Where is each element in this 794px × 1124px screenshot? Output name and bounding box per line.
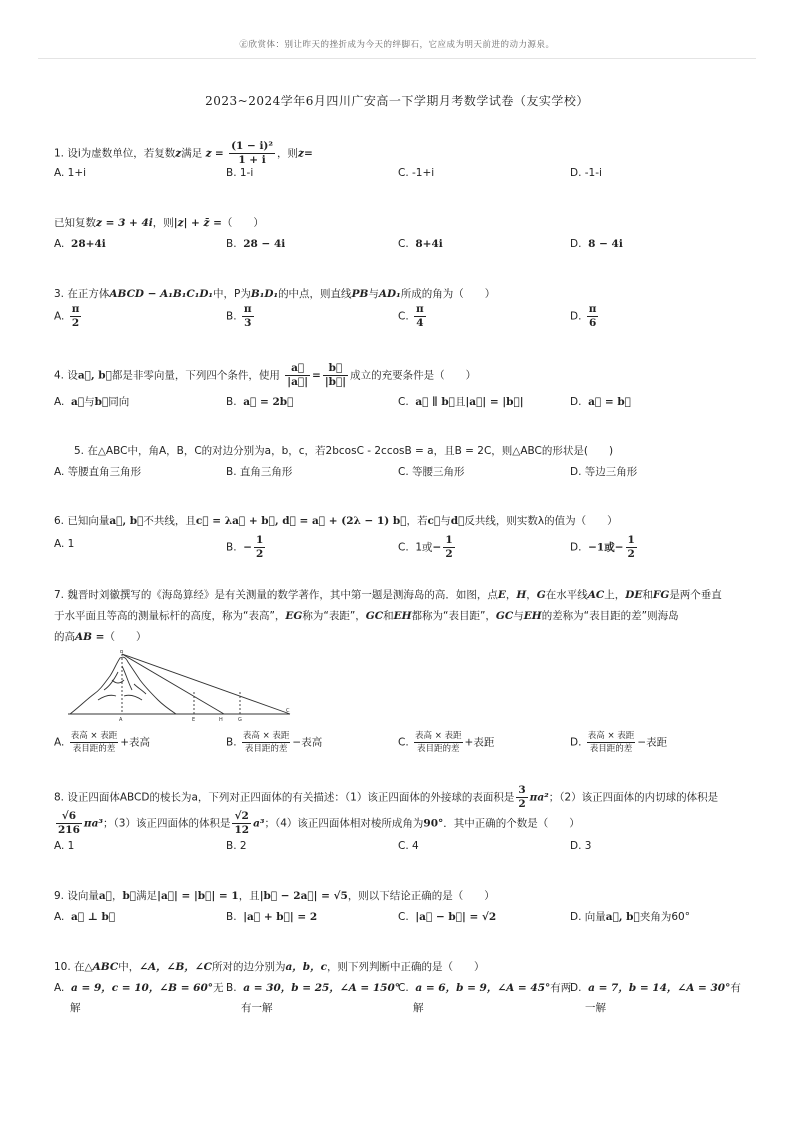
- q2-option-d[interactable]: D. 8 − 4i: [570, 238, 623, 250]
- q5-option-b[interactable]: B. 直角三角形: [226, 466, 293, 478]
- q4-option-c[interactable]: C. a⃗ ∥ b⃗且|a⃗| = |b⃗|: [398, 396, 524, 408]
- fraction: $\frac{3}{2}$: [518, 784, 526, 810]
- fraction: 表高 × 表距 表目距的差: [587, 731, 635, 754]
- label-c: C: [286, 708, 290, 714]
- fraction: $\frac{1}{2}$: [445, 534, 453, 560]
- question-9-stem: 9. 设向量a⃗，b⃗满足|a⃗| = |b⃗| = 1，且|b⃗ − 2a⃗| = √5，则以下结论正确的是（ ）: [54, 890, 495, 902]
- q8-option-c[interactable]: C. 4: [398, 840, 419, 852]
- island-outline: [70, 657, 176, 714]
- q1-option-d[interactable]: D. -1-i: [570, 167, 602, 179]
- q1-option-a[interactable]: A. 1+i: [54, 167, 87, 179]
- q7-option-c[interactable]: C. 表高 × 表距 表目距的差 +表距: [398, 731, 495, 754]
- q9-option-b[interactable]: B. |a⃗ + b⃗| = 2: [226, 911, 318, 923]
- fraction: $\frac{\pi}{4}$: [416, 303, 424, 329]
- question-8-stem-line-2: $\frac{√6}{216}$ πa³；（3）该正四面体的体积是 $\frac{√2}{12}$ a³；（4）该正四面体相对棱所成角为90°．其中正确的个数是（ ）: [58, 810, 580, 836]
- q3-option-b[interactable]: B. $\frac{\pi}{3}$: [226, 303, 252, 329]
- label-g: G: [238, 717, 242, 722]
- q10-option-c-cont: 解: [413, 1002, 424, 1014]
- q3-option-c[interactable]: C. $\frac{\pi}{4}$: [398, 303, 424, 329]
- fraction: $\frac{1}{2}$: [627, 534, 635, 560]
- sight-line-far: [122, 654, 290, 714]
- q8-option-d[interactable]: D. 3: [570, 840, 592, 852]
- q10-option-d-cont: 一解: [585, 1002, 606, 1014]
- q3-option-a[interactable]: A. $\frac{\pi}{2}$: [54, 303, 80, 329]
- fraction: $\frac{\pi}{3}$: [243, 303, 252, 329]
- q5-option-a[interactable]: A. 等腰直角三角形: [54, 466, 142, 478]
- q9-option-c[interactable]: C. |a⃗ − b⃗| = √2: [398, 911, 497, 923]
- fraction: 表高 × 表距 表目距的差: [70, 731, 118, 754]
- fraction: $\frac{1}{2}$: [256, 534, 264, 560]
- label-h: H: [219, 717, 223, 722]
- q8-option-b[interactable]: B. 2: [226, 840, 247, 852]
- q10-option-a-cont: 解: [70, 1002, 81, 1014]
- question-6-stem: 6. 已知向量a⃗, b⃗不共线，且c⃗ = λa⃗ + b⃗, d⃗ = a⃗ + (2λ − 1) b⃗，若c⃗与d⃗反共线，则实数λ的值为（ ）: [54, 515, 618, 527]
- q7-option-a[interactable]: A. 表高 × 表距 表目距的差 +表高: [54, 731, 151, 754]
- q2-option-b[interactable]: B. 28 − 4i: [226, 238, 286, 250]
- q4-option-a[interactable]: A. a⃗与b⃗同向: [54, 396, 130, 408]
- question-7-stem-line-2: 于水平面且等高的测量标杆的高度，称为“表高”，EG称为“表距”，GC和EH都称为“表目距”，GC与EH的差称为“表目距的差”则海岛: [54, 610, 679, 622]
- sight-line-near: [122, 654, 224, 714]
- q2-option-c[interactable]: C. 8+4i: [398, 238, 443, 250]
- question-5-stem: 5. 在△ABC中，角A，B，C的对边分别为a，b，c，若2bcosC - 2ccosB = a，且B = 2C，则△ABC的形状是( ): [74, 445, 614, 457]
- question-1-stem: 1. 设i为虚数单位，若复数z满足 z = $\frac{\text{(1 − i)²}}{1 + i}$ ，则z=: [54, 140, 313, 166]
- fraction: $\frac{√2}{12}$: [234, 810, 250, 836]
- q3-option-d[interactable]: D. $\frac{\pi}{6}$: [570, 303, 597, 329]
- question-4-stem: 4. 设a⃗, b⃗都是非零向量，下列四个条件，使用 $\frac{a⃗}{|a⃗|}$ = $\frac{b⃗}{|b⃗|}$ 成立的充要条件是（ ）: [54, 362, 477, 388]
- fraction: $\frac{\pi}{2}$: [71, 303, 80, 329]
- q1-option-c[interactable]: C. -1+i: [398, 167, 435, 179]
- question-10-stem: 10. 在△ABC中，∠A，∠B，∠C所对的边分别为a，b，c，则下列判断中正确的是（ ）: [54, 961, 485, 973]
- header-divider: [38, 58, 756, 59]
- label-a: A: [119, 717, 123, 722]
- q10-option-b[interactable]: B. a = 30，b = 25，∠A = 150°: [226, 982, 401, 994]
- q8-option-a[interactable]: A. 1: [54, 840, 75, 852]
- question-8-stem-line-1: 8. 设正四面体ABCD的棱长为a，下列对正四面体的有关描述：（1）该正四面体的外接球的表面积是 $\frac{3}{2}$ πa²；（2）该正四面体的内切球的体积是: [54, 784, 719, 810]
- fraction: $\frac{b⃗}{|b⃗|}$: [324, 362, 347, 388]
- q1-option-b[interactable]: B. 1-i: [226, 167, 254, 179]
- island-survey-figure: [64, 650, 296, 722]
- q10-option-a[interactable]: A. a = 9，c = 10，∠B = 60°无: [54, 982, 224, 994]
- q9-option-a[interactable]: A. a⃗ ⊥ b⃗: [54, 911, 116, 923]
- label-e: E: [192, 717, 196, 722]
- q6-option-d[interactable]: D. −1或− $\frac{1}{2}$: [570, 534, 635, 560]
- question-3-stem: 3. 在正方体ABCD − A₁B₁C₁D₁中，P为B₁D₁的中点，则直线PB与AD₁所成的角为（ ）: [54, 288, 496, 300]
- fraction: $\frac{\pi}{6}$: [588, 303, 597, 329]
- q10-option-d[interactable]: D. a = 7，b = 14，∠A = 30°有: [570, 982, 741, 994]
- question-2-stem: 已知复数z = 3 + 4i，则|z| + z̄ =（ ）: [54, 217, 264, 229]
- fraction: 表高 × 表距 表目距的差: [415, 731, 462, 754]
- fraction: $\frac{√6}{216}$: [58, 810, 80, 836]
- q10-option-b-cont: 有一解: [241, 1002, 273, 1014]
- q6-option-c[interactable]: C. 1或− $\frac{1}{2}$: [398, 534, 453, 560]
- fraction: 表高 × 表距 表目距的差: [242, 731, 290, 754]
- q5-option-c[interactable]: C. 等腰三角形: [398, 466, 465, 478]
- q4-option-d[interactable]: D. a⃗ = b⃗: [570, 396, 631, 408]
- label-b: B: [120, 650, 124, 655]
- page-motto: ㊣欣赏体：别让昨天的挫折成为今天的绊脚石，它应成为明天前进的动力源泉。: [239, 40, 555, 50]
- fraction: $\frac{a⃗}{|a⃗|}$: [287, 362, 309, 388]
- q2-option-a[interactable]: A. 28+4i: [54, 238, 106, 250]
- q7-option-d[interactable]: D. 表高 × 表距 表目距的差 −表距: [570, 731, 668, 754]
- q9-option-d[interactable]: D. 向量a⃗, b⃗夹角为60°: [570, 911, 690, 923]
- q4-option-b[interactable]: B. a⃗ = 2b⃗: [226, 396, 294, 408]
- exam-title: 2023~2024学年6月四川广安高一下学期月考数学试卷（友实学校）: [205, 94, 589, 108]
- fraction: $\frac{\text{(1 − i)²}}{1 + i}$: [231, 140, 274, 166]
- q5-option-d[interactable]: D. 等边三角形: [570, 466, 638, 478]
- q6-option-b[interactable]: B. − $\frac{1}{2}$: [226, 534, 264, 560]
- q7-option-b[interactable]: B. 表高 × 表距 表目距的差 −表高: [226, 731, 323, 754]
- question-7-stem-line-1: 7. 魏晋时刘徽撰写的《海岛算经》是有关测量的数学著作，其中第一题是测海岛的高．如图，点E，H，G在水平线AC上，DE和FG是两个垂直: [54, 589, 722, 601]
- question-7-stem-line-3: 的高AB =（ ）: [54, 631, 147, 643]
- q10-option-c[interactable]: C. a = 6，b = 9，∠A = 45°有两: [398, 982, 572, 994]
- q6-option-a[interactable]: A. 1: [54, 538, 75, 550]
